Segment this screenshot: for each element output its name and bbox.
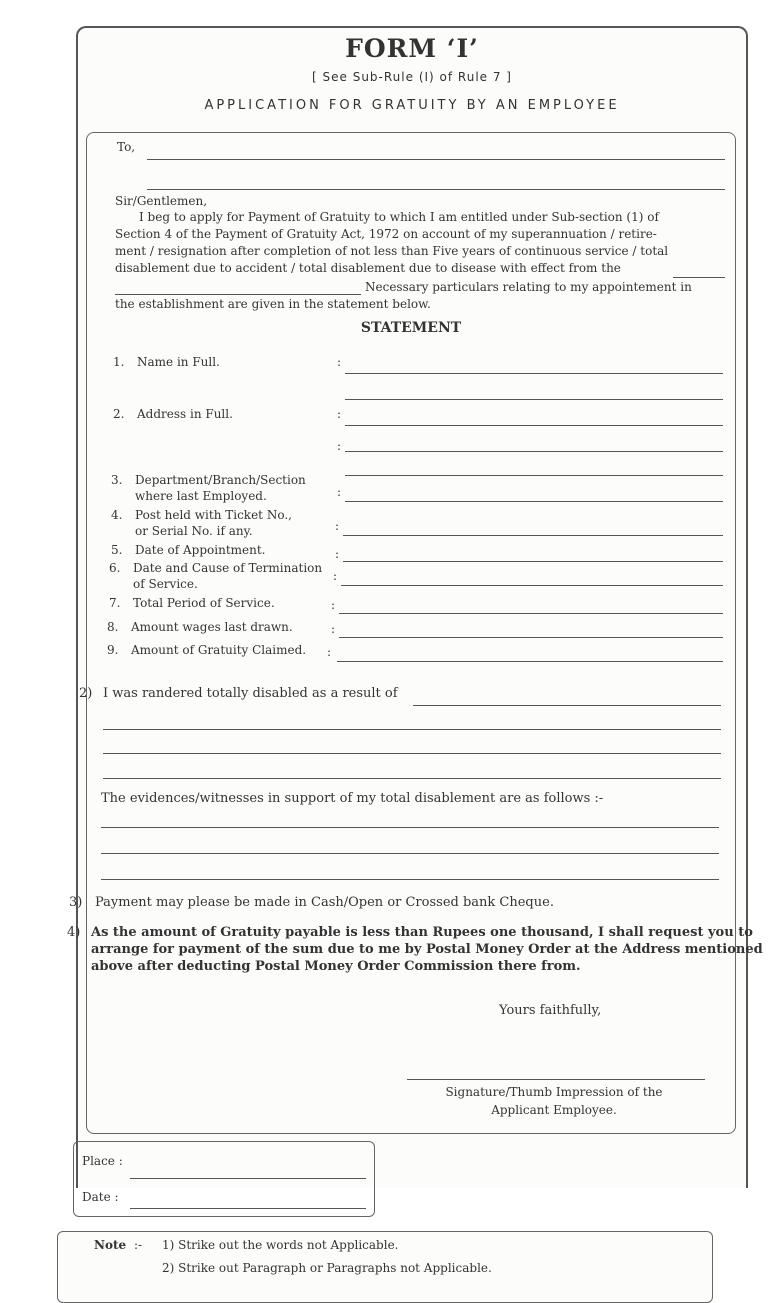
item-7-label: Total Period of Service. (133, 596, 275, 610)
wages-line[interactable] (339, 637, 723, 638)
item-3-num: 3. (111, 473, 123, 487)
item-2-num: 2. (113, 407, 125, 421)
item-6-num: 6. (109, 561, 121, 575)
statement-heading: STATEMENT (360, 320, 462, 336)
para-4-line-3: above after deducting Postal Money Order Commission there from. (91, 959, 581, 974)
item-6-label-2: of Service. (133, 577, 198, 591)
para-4-line-1: As the amount of Gratuity payable is less than Rupees one thousand, I shall request you to (91, 925, 753, 940)
application-title: APPLICATION FOR GRATUITY BY AN EMPLOYEE (204, 98, 620, 113)
para-4-num: 4) (67, 925, 81, 940)
place-label: Place : (82, 1154, 123, 1168)
para-2-num: 2) (79, 686, 93, 701)
item-6-label: Date and Cause of Termination (133, 561, 323, 575)
salutation: Sir/Gentlemen, (115, 194, 208, 208)
name-field-line-2[interactable] (345, 399, 723, 400)
item-3-label-2: where last Employed. (135, 489, 267, 503)
para-3-text: Payment may please be made in Cash/Open or Crossed bank Cheque. (95, 895, 554, 910)
form-body (67, 132, 763, 1275)
note-item-1: 1) Strike out the words not Applicable. (162, 1238, 399, 1252)
item-4-label: Post held with Ticket No., (135, 508, 292, 522)
disability-line-3[interactable] (103, 753, 721, 754)
para-3-num: 3) (69, 895, 83, 910)
item-4-num: 4. (111, 508, 123, 522)
disability-line-4[interactable] (103, 778, 721, 779)
appointment-date-line[interactable] (343, 561, 723, 562)
address-line-2[interactable] (345, 451, 723, 452)
body-line-2: Section 4 of the Payment of Gratuity Act, 1972 on account of my superannuation / retire- (115, 227, 657, 241)
note-box (57, 1231, 713, 1303)
item-5-label: Date of Appointment. (135, 543, 266, 557)
para-2-text: I was randered totally disabled as a result of (103, 686, 398, 701)
item-2-colon: : (337, 407, 342, 421)
item-2-colon-2: : (337, 439, 342, 453)
disability-cause-line[interactable] (413, 705, 721, 706)
item-8-num: 8. (107, 620, 119, 634)
item-4-colon: : (335, 519, 340, 533)
form-subrule: [ See Sub-Rule (I) of Rule 7 ] (312, 70, 512, 84)
form-title: FORM ‘I’ (345, 34, 479, 63)
item-2-label: Address in Full. (137, 407, 233, 421)
item-5-colon: : (335, 547, 340, 561)
item-4-label-2: or Serial No. if any. (135, 524, 253, 538)
disability-line-2[interactable] (103, 729, 721, 730)
to-line-2[interactable] (147, 189, 725, 190)
signature-caption-2: Applicant Employee. (491, 1103, 617, 1117)
place-date-box (73, 1141, 375, 1217)
to-line-1[interactable] (147, 159, 725, 160)
note-item-2: 2) Strike out Paragraph or Paragraphs not Applicable. (162, 1261, 492, 1275)
address-line-3[interactable] (345, 475, 723, 476)
body-line-3: ment / resignation after completion of not less than Five years of continuous service / total (115, 244, 669, 258)
evidence-text: The evidences/witnesses in support of my total disablement are as follows :- (101, 791, 604, 806)
item-3-label: Department/Branch/Section (135, 473, 306, 487)
service-period-line[interactable] (339, 613, 723, 614)
signature-line[interactable] (407, 1079, 705, 1080)
post-held-line[interactable] (343, 535, 723, 536)
item-8-colon: : (331, 622, 336, 636)
signature-caption-1: Signature/Thumb Impression of the (445, 1085, 663, 1099)
body-line-4: disablement due to accident / total disablement due to disease with effect from the (115, 261, 621, 275)
item-1-label: Name in Full. (137, 355, 220, 369)
address-line-1[interactable] (345, 425, 723, 426)
item-3-colon: : (337, 485, 342, 499)
item-8-label: Amount wages last drawn. (131, 620, 293, 634)
gratuity-claimed-line[interactable] (337, 661, 723, 662)
item-9-num: 9. (107, 643, 119, 657)
place-field-line[interactable] (130, 1178, 366, 1179)
item-6-colon: : (333, 569, 338, 583)
department-line[interactable] (345, 501, 723, 502)
body-line-5: Necessary particulars relating to my appointement in (365, 280, 692, 294)
evidence-line-3[interactable] (101, 879, 719, 880)
termination-line[interactable] (341, 585, 723, 586)
item-7-colon: : (331, 598, 336, 612)
name-field-line[interactable] (345, 373, 723, 374)
body-line-6: the establishment are given in the statement below. (115, 297, 431, 311)
item-5-num: 5. (111, 543, 123, 557)
to-label: To, (117, 140, 136, 154)
item-1-colon: : (337, 355, 342, 369)
item-7-num: 7. (109, 596, 121, 610)
item-9-colon: : (327, 645, 332, 659)
para-4-line-2: arrange for payment of the sum due to me by Postal Money Order at the Address mentioned (91, 942, 763, 957)
effective-date-line[interactable] (673, 277, 725, 278)
date-field-line[interactable] (130, 1208, 366, 1209)
evidence-line-1[interactable] (101, 827, 719, 828)
yours-faithfully: Yours faithfully, (499, 1003, 602, 1018)
note-separator: :- (134, 1238, 143, 1252)
item-1-num: 1. (113, 355, 125, 369)
item-9-label: Amount of Gratuity Claimed. (131, 643, 307, 657)
date-label: Date : (82, 1190, 119, 1204)
form-sheet (67, 26, 763, 1275)
effective-date-line-2[interactable] (115, 294, 361, 295)
body-line-1: I beg to apply for Payment of Gratuity to which I am entitled under Sub-section (1) of (139, 210, 659, 224)
note-label: Note (94, 1238, 127, 1252)
evidence-line-2[interactable] (101, 853, 719, 854)
